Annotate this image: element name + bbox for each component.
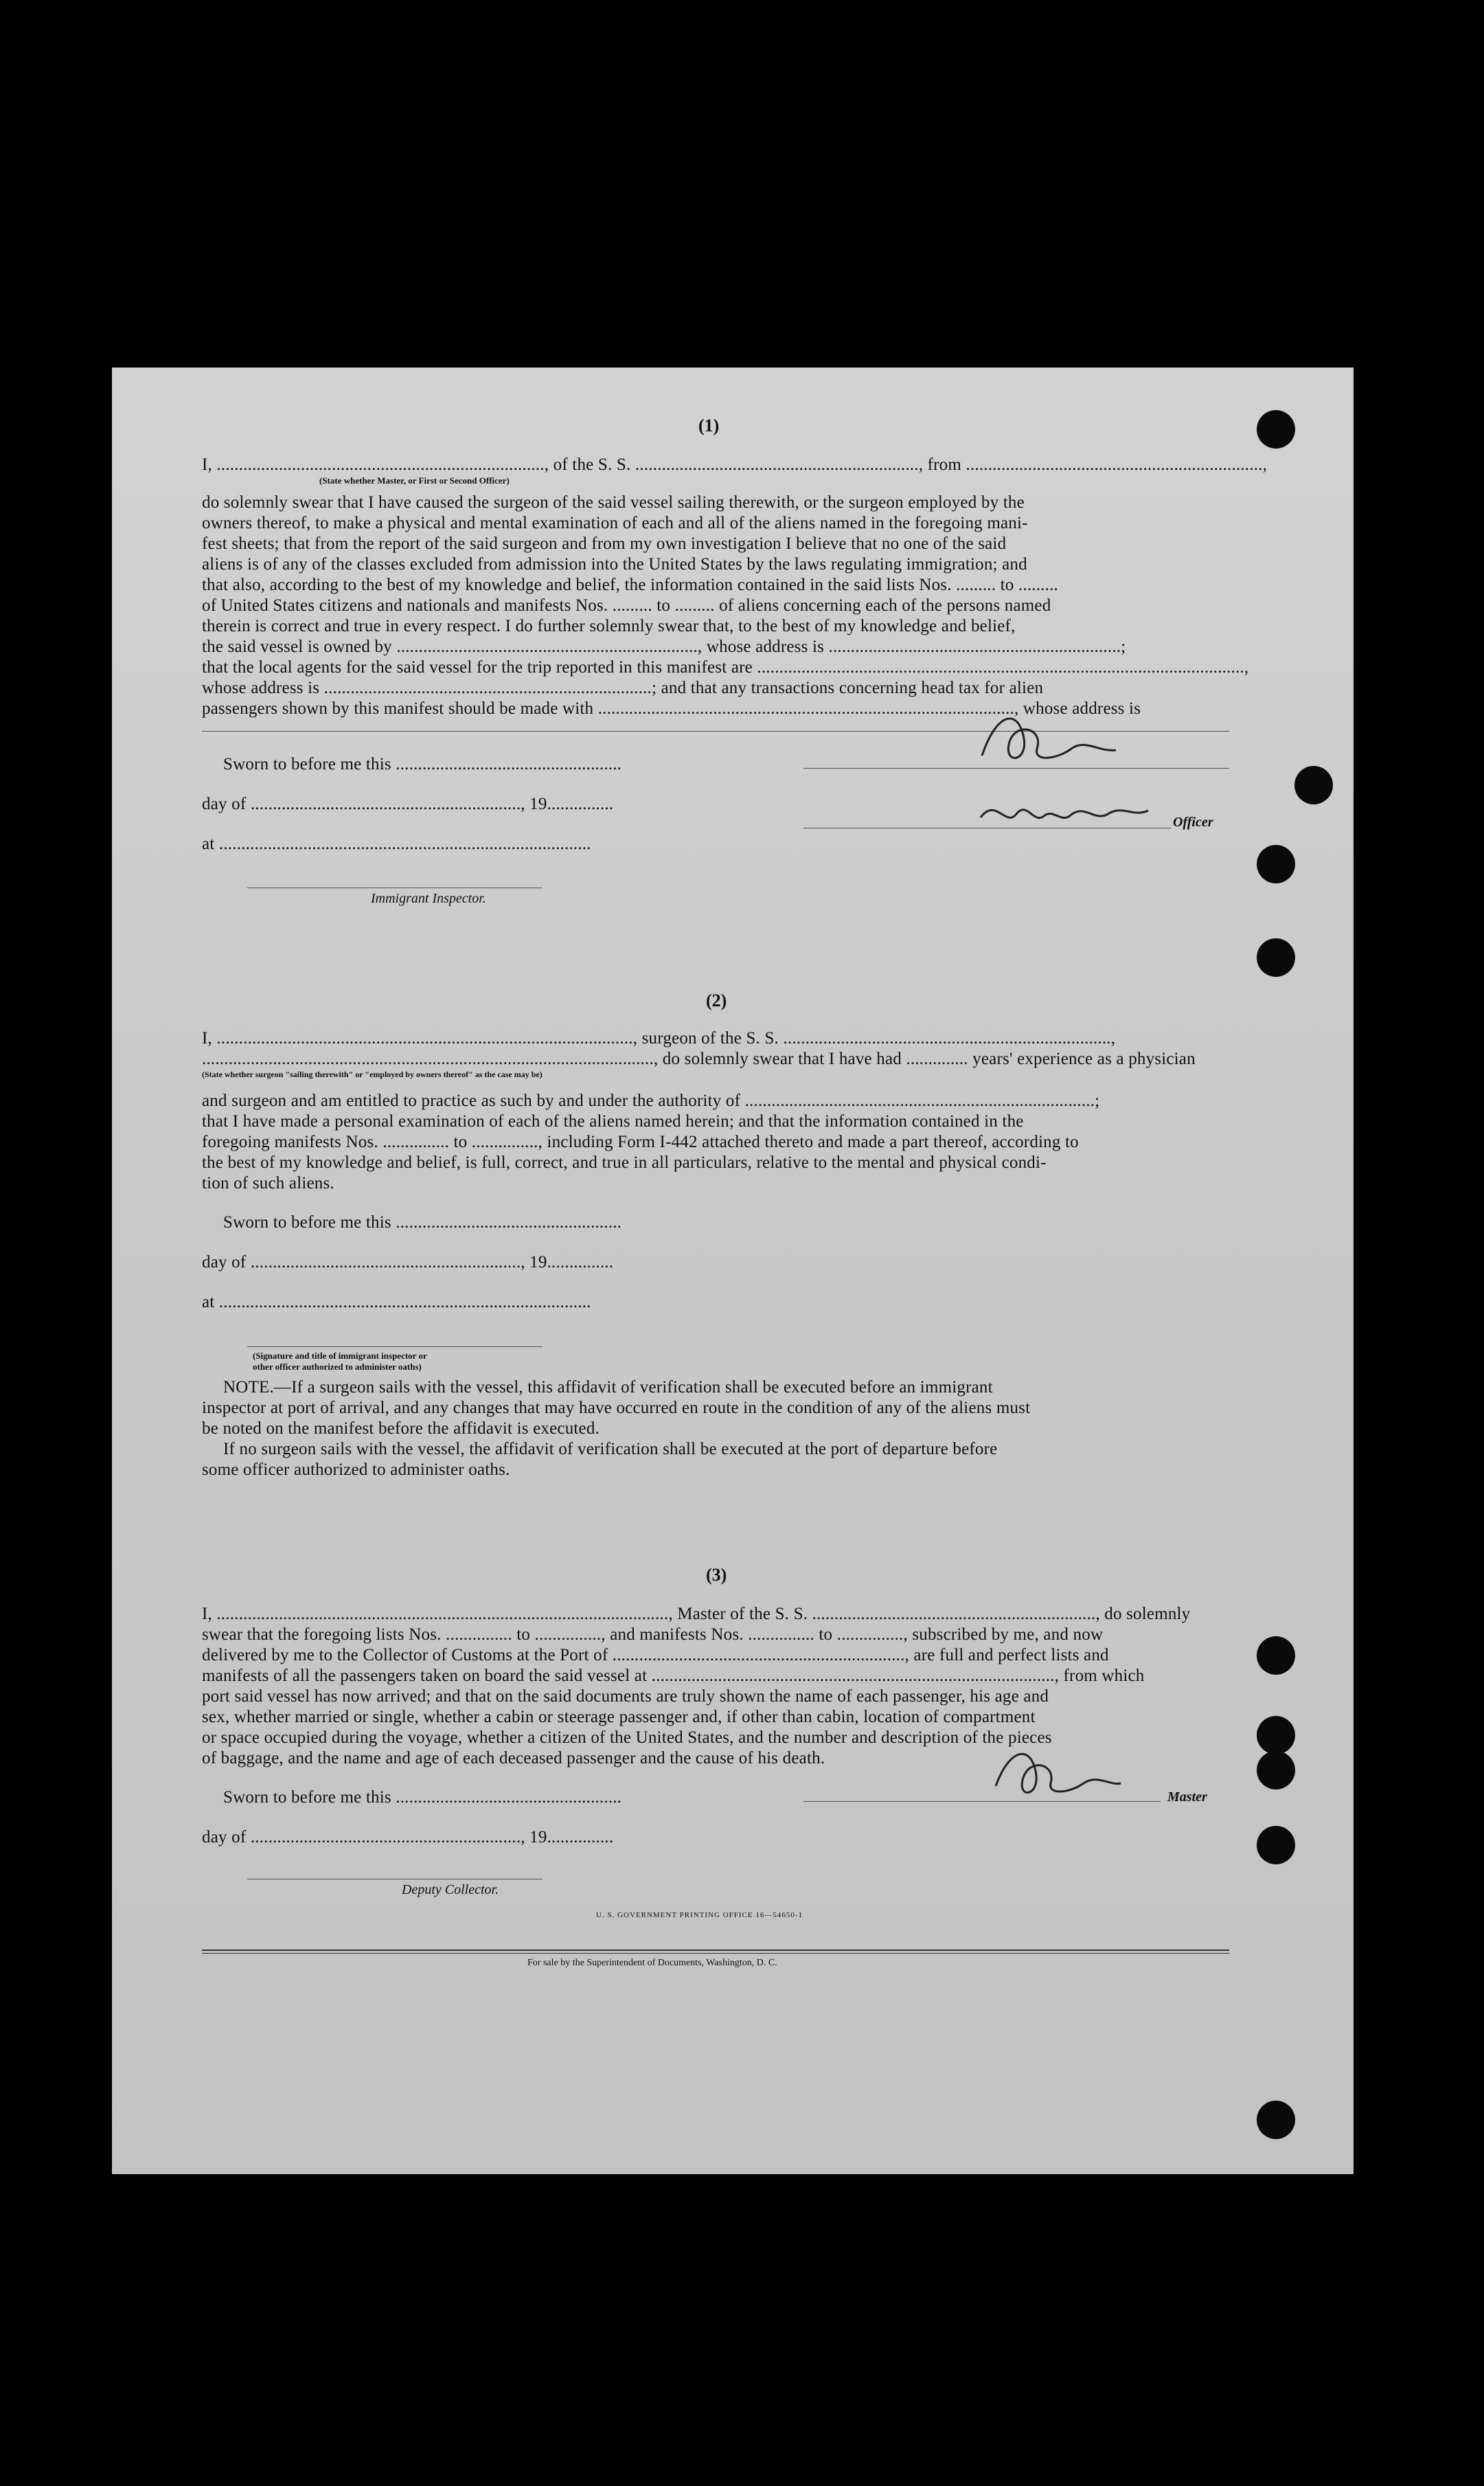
surgeon-note: (State whether surgeon "sailing therewith" or "employed by owners thereof" as the case may be) — [202, 1070, 543, 1079]
section-1-line-7: of United States citizens and nationals and manifests Nos. ......... to ......... of aliens concerning each of the persons named — [202, 596, 1051, 615]
binder-hole-2 — [1294, 766, 1333, 804]
footer-text: For sale by the Superintendent of Documents, Washington, D. C. — [527, 1958, 777, 1968]
note-line-3: be noted on the manifest before the affidavit is executed. — [202, 1419, 600, 1438]
binder-hole-5 — [1257, 1636, 1295, 1675]
section-3-line-7: or space occupied during the voyage, whether a citizen of the United States, and the number and description of the pieces — [202, 1728, 1052, 1747]
section-3-line-8: of baggage, and the name and age of each deceased passenger and the cause of his death. — [202, 1749, 825, 1767]
officer-signature-mark-1 — [975, 701, 1126, 776]
section-3-line-1: I, ......................................................................................................, Master of the S. S. ................................................................, do solemnly — [202, 1605, 1191, 1623]
sworn-line-2: Sworn to before me this ................................................... — [223, 1213, 622, 1232]
master-label: Master — [1167, 1789, 1207, 1805]
sig-note-2: other officer authorized to administer oaths) — [253, 1361, 422, 1372]
collector-label: Deputy Collector. — [402, 1882, 499, 1897]
section-1-line-6: that also, according to the best of my knowledge and belief, the information contained in the said lists Nos. ......... to ......... — [202, 576, 1058, 594]
section-3-number: (3) — [706, 1565, 727, 1585]
section-1-line-10: that the local agents for the said vessel for the trip reported in this manifest are .............................................................................................................., — [202, 658, 1249, 677]
note-line-4: If no surgeon sails with the vessel, the affidavit of verification shall be executed at the port of departure before — [223, 1440, 998, 1458]
day-line-2: day of ............................................................., 19............... — [202, 1253, 614, 1272]
section-2-line-4: that I have made a personal examination of each of the aliens named herein; and that the information contained in the — [202, 1112, 1024, 1131]
sig-note-1: (Signature and title of immigrant inspector or — [253, 1351, 427, 1361]
section-1-line-2: do solemnly swear that I have caused the surgeon of the said vessel sailing therewith, or the surgeon employed by the — [202, 493, 1025, 512]
section-1-line-1: I, .........................................................................., of the S. S. ................................................................, from ..................................................................., — [202, 455, 1268, 474]
section-1-line-12: passengers shown by this manifest should be made with .............................................................................................., whose address is — [202, 699, 1141, 718]
section-1-line-8: therein is correct and true in every respect. I do further solemnly swear that, to the best of my knowledge and belief, — [202, 617, 1016, 635]
binder-hole-1 — [1257, 410, 1295, 449]
master-signature-mark — [989, 1738, 1126, 1807]
section-2-line-1: I, .............................................................................................., surgeon of the S. S. .........................................................................., — [202, 1029, 1116, 1048]
section-2-line-3: and surgeon and am entitled to practice as such by and under the authority of ...............................................................................; — [202, 1092, 1100, 1110]
officer-note: (State whether Master, or First or Second Officer) — [319, 475, 510, 486]
binder-hole-7 — [1257, 1751, 1295, 1789]
section-2-number: (2) — [706, 991, 727, 1010]
binder-hole-4 — [1257, 938, 1295, 977]
section-2-line-5: foregoing manifests Nos. ............... to ..............., including Form I-442 attached thereto and made a part thereof, according to — [202, 1133, 1079, 1151]
inspector-label: Immigrant Inspector. — [371, 891, 486, 906]
at-line-2: at .................................................................................... — [202, 1293, 591, 1311]
section-1-line-3: owners thereof, to make a physical and mental examination of each and all of the aliens named in the foregoing mani- — [202, 514, 1028, 532]
section-3-line-5: port said vessel has now arrived; and that on the said documents are truly shown the name of each passenger, his age and — [202, 1687, 1049, 1706]
officer-signature-mark-2 — [975, 790, 1154, 838]
binder-hole-6 — [1257, 1716, 1295, 1754]
sig-line-2 — [247, 1346, 543, 1347]
sworn-line-3: Sworn to before me this ................................................... — [223, 1788, 622, 1807]
note-line-5: some officer authorized to administer oaths. — [202, 1460, 510, 1479]
note-line-2: inspector at port of arrival, and any changes that may have occurred en route in the condition of any of the aliens must — [202, 1399, 1031, 1417]
at-line-1: at .................................................................................... — [202, 835, 591, 853]
footer-rule-2 — [202, 1953, 1229, 1954]
note-line-1: NOTE.—If a surgeon sails with the vessel, this affidavit of verification shall be executed before an immigrant — [223, 1378, 993, 1397]
section-1-line-4: fest sheets; that from the report of the said surgeon and from my own investigation I believe that no one of the said — [202, 534, 1007, 553]
section-2-line-2: ......................................................................................................, do solemnly swear that I have had .............. years' experience as a physician — [202, 1050, 1196, 1068]
section-1-line-11: whose address is ..........................................................................; and that any transactions concerning head tax for alien — [202, 679, 1044, 697]
section-1-line-9: the said vessel is owned by ...................................................................., whose address is ..................................................................; — [202, 637, 1126, 656]
binder-hole-9 — [1257, 2101, 1295, 2139]
section-1-number: (1) — [698, 416, 720, 436]
officer-label: Officer — [1173, 815, 1213, 830]
section-1-line-5: aliens is of any of the classes excluded from admission into the United States by the laws regulating immigration; and — [202, 555, 1027, 574]
binder-hole-8 — [1257, 1826, 1295, 1864]
binder-hole-3 — [1257, 845, 1295, 883]
footer-rule-1 — [202, 1950, 1229, 1951]
day-line-1: day of ............................................................., 19............... — [202, 795, 614, 813]
section-3-line-3: delivered by me to the Collector of Customs at the Port of .................................................................., are full and perfect lists and — [202, 1646, 1109, 1664]
day-line-3: day of ............................................................., 19............... — [202, 1828, 614, 1846]
section-2-line-6: the best of my knowledge and belief, is full, correct, and true in all particulars, relative to the mental and physical condi- — [202, 1153, 1047, 1172]
section-3-line-6: sex, whether married or single, whether a cabin or steerage passenger and, if other than cabin, location of compartment — [202, 1708, 1036, 1726]
section-2-line-7: tion of such aliens. — [202, 1174, 334, 1193]
sworn-line-1: Sworn to before me this ................................................... — [223, 755, 622, 773]
section-3-line-2: swear that the foregoing lists Nos. ............... to ..............., and manifests Nos. ............... to ..............., subscribed by me, and now — [202, 1625, 1104, 1644]
printer-imprint: U. S. GOVERNMENT PRINTING OFFICE 16—54650-1 — [596, 1911, 803, 1919]
section-3-line-4: manifests of all the passengers taken on board the said vessel at ..........................................................................................., from which — [202, 1666, 1145, 1685]
